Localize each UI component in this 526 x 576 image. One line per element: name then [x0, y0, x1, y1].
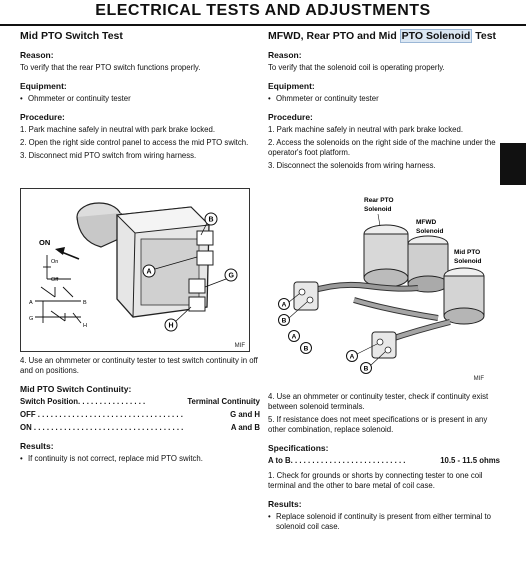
schematic-h: H	[83, 323, 87, 329]
right-results-heading: Results:	[268, 499, 302, 509]
on-label: ON	[39, 238, 51, 247]
ground-check-step: 1. Check for grounds or shorts by connecting tester to one coil terminal and the other to bare metal of coil case.	[268, 471, 483, 490]
svg-text:A: A	[146, 268, 152, 276]
rear-pto-label-1: Rear PTO	[364, 197, 394, 204]
continuity-heading: Mid PTO Switch Continuity:	[20, 384, 132, 394]
solenoid-illustration	[268, 190, 494, 386]
svg-text:B: B	[208, 216, 214, 224]
callout-g	[205, 269, 237, 287]
highlighted-search-term: PTO Solenoid	[401, 30, 471, 42]
pto-switch-illustration	[21, 189, 249, 351]
left-step-2: 2. Open the right side control panel to access the mid PTO switch.	[20, 138, 249, 147]
right-step-4: 4. Use an ohmmeter or continuity tester, check if continuity exist between solenoid terminals.	[268, 392, 489, 411]
mfwd-label-1: MFWD	[416, 219, 437, 226]
svg-text:A: A	[281, 301, 287, 309]
switch-schematic	[35, 255, 81, 323]
mid-pto-label-2: Solenoid	[454, 258, 482, 265]
left-results-heading: Results:	[20, 441, 54, 451]
right-procedure-heading: Procedure:	[268, 112, 313, 122]
schematic-g: G	[29, 316, 34, 322]
pto-switch-figure	[20, 188, 250, 352]
mfwd-solenoid	[408, 236, 448, 292]
rear-pto-solenoid	[364, 225, 408, 287]
harness-connector-1	[294, 282, 318, 310]
svg-text:B: B	[363, 365, 369, 373]
left-step-4: 4. Use an ohmmeter or continuity tester to test switch continuity in off and on positions.	[20, 356, 258, 375]
page-header	[0, 0, 526, 26]
right-figure-code: MIF	[473, 376, 484, 382]
spec-row: A to B. . . . . . . . . . . . . . . . . . . . . . . . . . . 10.5 - 11.5 ohms	[268, 456, 500, 465]
left-step-3: 3. Disconnect mid PTO switch from wiring harness.	[20, 151, 197, 160]
left-title: Mid PTO Switch Test	[20, 30, 123, 42]
right-step-5: 5. If resistance does not meet specifications or is present in any other combination, replace solenoid.	[268, 415, 488, 434]
mfwd-label-2: Solenoid	[416, 228, 444, 235]
svg-text:A: A	[291, 333, 297, 341]
svg-text:B: B	[303, 345, 309, 353]
continuity-row-off: OFF . . . . . . . . . . . . . . . . . . . . . . . . . . . . . . . . . . G and H	[20, 410, 260, 419]
svg-text:B: B	[281, 317, 287, 325]
schematic-a: A	[29, 300, 33, 306]
mid-pto-solenoid	[444, 268, 484, 324]
switch-knob-side	[77, 213, 123, 247]
callout-b-2	[301, 343, 312, 354]
left-procedure-heading: Procedure:	[20, 112, 65, 122]
left-equipment-item: • Ohmmeter or continuity tester	[20, 94, 260, 104]
rear-pto-label-2: Solenoid	[364, 206, 392, 213]
right-reason-heading: Reason:	[268, 50, 302, 60]
right-column-lower	[268, 392, 500, 535]
schematic-b: B	[83, 300, 87, 306]
svg-text:G: G	[228, 272, 234, 280]
solenoid-figure	[268, 190, 494, 386]
svg-text:H: H	[168, 322, 174, 330]
mid-pto-label-1: Mid PTO	[454, 249, 481, 256]
on-symbol: On	[51, 259, 59, 265]
left-column-lower	[20, 356, 260, 467]
left-reason-text: To verify that the rear PTO switch functions properly.	[20, 63, 201, 72]
section-tab	[500, 143, 526, 185]
off-symbol: Off	[51, 277, 59, 283]
continuity-table-head: Switch Position. . . . . . . . . . . . . . . . Terminal Continuity	[20, 397, 260, 406]
left-step-1: 1. Park machine safely in neutral with park brake locked.	[20, 125, 216, 134]
right-results-item: • Replace solenoid if continuity is present from either terminal to solenoid coil case.	[268, 512, 500, 532]
right-step-1: 1. Park machine safely in neutral with park brake locked.	[268, 125, 464, 134]
right-equipment-heading: Equipment:	[268, 81, 315, 91]
left-column	[20, 24, 260, 164]
right-title: MFWD, Rear PTO and Mid PTO Solenoid Test	[268, 30, 497, 42]
right-reason-text: To verify that the solenoid coil is operating properly.	[268, 63, 445, 72]
svg-text:A: A	[349, 353, 355, 361]
specifications-heading: Specifications:	[268, 443, 329, 453]
page-title: ELECTRICAL TESTS AND ADJUSTMENTS	[95, 2, 431, 19]
left-equipment-heading: Equipment:	[20, 81, 67, 91]
left-results-item: • If continuity is not correct, replace mid PTO switch.	[20, 454, 260, 464]
left-reason-heading: Reason:	[20, 50, 54, 60]
right-step-2: 2. Access the solenoids on the right side of the machine under the operator's foot platform.	[268, 138, 496, 157]
right-equipment-item: • Ohmmeter or continuity tester	[268, 94, 500, 104]
continuity-row-on: ON . . . . . . . . . . . . . . . . . . . . . . . . . . . . . . . . . . . A and B	[20, 423, 260, 432]
right-column	[268, 24, 500, 174]
right-step-3: 3. Disconnect the solenoids from wiring harness.	[268, 161, 436, 170]
callout-a-2	[289, 331, 300, 342]
left-figure-code: MIF	[234, 343, 245, 349]
